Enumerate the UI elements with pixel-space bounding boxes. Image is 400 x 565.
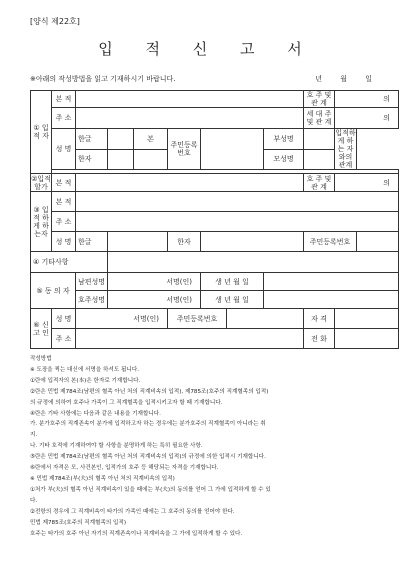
note-line: 호주는 타가의 호주 아닌 자기의 직계존속이나 직계비속을 그 가에 입적하게 할 수 있다. bbox=[30, 530, 243, 537]
head-relation-field[interactable]: 의 bbox=[335, 108, 399, 129]
note-line: ①처가 부(夫)의 혈족 아닌 직계비속이 있을 때에는 부(夫)의 동의를 얻어 그 가에 입적하게 할 수 있 bbox=[30, 486, 271, 493]
hoju-sign-field[interactable]: 서명(인) bbox=[108, 291, 201, 309]
bon-label: 본 bbox=[134, 129, 168, 150]
note-line: 민법 제785조(호주의 직계혈족의 입적) bbox=[30, 519, 127, 526]
birthdate-label-2: 생 년 월 일 bbox=[201, 291, 264, 309]
note-line: 작성방법 bbox=[30, 356, 52, 362]
hangeul-name-field[interactable] bbox=[108, 129, 134, 150]
hoju-name-label: 호주성명 bbox=[76, 291, 108, 309]
note-line: ②전항의 경우에 그 직계비속이 타가의 가족인 때에는 그 호주의 동의를 얻어야 한다. bbox=[30, 508, 235, 515]
ssn-label-6: 주민등록번호 bbox=[168, 309, 227, 329]
admitter-bonjeok-field[interactable] bbox=[76, 192, 399, 212]
husband-birthdate-field[interactable] bbox=[264, 273, 399, 291]
hoju-relation-label: 호 주 및 관 계 bbox=[304, 91, 335, 108]
note-line: ⑥란에서 자격은 모, 사건본인, 입적가의 호주 등 해당되는 자격을 기재합니다. bbox=[30, 465, 219, 472]
note-line: ①란에 입적자의 본(本)은 한자로 기재합니다. bbox=[30, 377, 141, 384]
reporter-address-field[interactable] bbox=[76, 329, 304, 349]
section-2-label: ②입적할가 bbox=[31, 174, 51, 191]
enterer-address-field[interactable] bbox=[76, 108, 304, 129]
note-line: ※ 민법 제784조(부(夫)의 혈족 아닌 처의 직계비속의 입적) bbox=[30, 475, 175, 482]
entry-report-table bbox=[30, 90, 399, 349]
hoju-relation-label-2: 호 주 및 관 계 bbox=[304, 174, 335, 192]
head-relation-label: 세 대 주 및 관 계 bbox=[304, 108, 335, 129]
bon-field[interactable] bbox=[134, 149, 168, 170]
admitter-ssn-field[interactable] bbox=[357, 232, 399, 252]
phone-label: 전 화 bbox=[304, 329, 335, 349]
phone-field[interactable] bbox=[335, 329, 399, 349]
enterer-bonjeok-field[interactable] bbox=[76, 91, 304, 108]
mother-name-field[interactable] bbox=[304, 149, 335, 170]
hoju-relation-field-2[interactable]: 의 bbox=[335, 174, 399, 192]
report-date[interactable]: 년 월 일 bbox=[315, 75, 372, 83]
ssn-label-3: 주민등록번호 bbox=[304, 232, 357, 252]
writing-instructions bbox=[30, 354, 382, 539]
enterer-ssn-field[interactable] bbox=[201, 129, 264, 170]
reporter-sign-field[interactable]: 서명(인) bbox=[76, 309, 168, 329]
juso-label-6: 주 소 bbox=[52, 329, 76, 349]
section-1-label: ① 입 적 자 bbox=[31, 91, 52, 174]
section-3-label: ③ 입 적 하 게 하는자 bbox=[31, 192, 52, 252]
form-number: [양식 제22호] bbox=[30, 17, 80, 26]
mother-name-label: 모성명 bbox=[264, 149, 304, 170]
father-name-field[interactable] bbox=[304, 129, 335, 150]
note-line: ②란은 민법 제784조(남편의 혈족 아닌 처의 직계비속의 입적), 제785조(호주의 직계혈족의 입적) bbox=[30, 388, 269, 395]
other-matters-field[interactable] bbox=[108, 252, 399, 273]
note-line: 나. 기타 호적에 기재하여야 할 사항을 분명하게 하는 특히 필요한 사항. bbox=[30, 443, 203, 450]
hanja-name-field[interactable] bbox=[108, 149, 134, 170]
name-label-6: 성 명 bbox=[52, 309, 76, 329]
note-line: ⑤란은 민법 제784조(남편의 혈족 아닌 처의 직계비속의 입적)의 규정에 의한 입적시 기재합니다. bbox=[30, 454, 266, 461]
instruction-notice: ※아래의 작성방법을 읽고 기재하시기 바랍니다. bbox=[30, 75, 176, 83]
bonjeok-label-3: 본 적 bbox=[52, 192, 76, 212]
father-name-label: 부성명 bbox=[264, 129, 304, 150]
husband-name-label: 남편성명 bbox=[76, 273, 108, 291]
hanja-label-3: 한자 bbox=[168, 232, 201, 252]
qualification-field[interactable] bbox=[335, 309, 399, 329]
husband-sign-field[interactable]: 서명(인) bbox=[108, 273, 201, 291]
relation-label: 입적하게 하는 자 와의 관계 bbox=[335, 129, 356, 169]
bonjeok-label: 본 적 bbox=[52, 91, 76, 108]
reporter-ssn-field[interactable] bbox=[227, 309, 304, 329]
ssn-label: 주민등록번호 bbox=[168, 129, 201, 170]
hangeul-label-3: 한글 bbox=[76, 232, 108, 252]
qualification-label: 자 격 bbox=[304, 309, 335, 329]
juso-label-3: 주 소 bbox=[52, 212, 76, 232]
name-label-3: 성 명 bbox=[52, 232, 76, 252]
admitter-hanja-field[interactable] bbox=[201, 232, 304, 252]
hoju-birthdate-field[interactable] bbox=[264, 291, 399, 309]
hangeul-label: 한글 bbox=[76, 129, 108, 150]
note-line: 지. bbox=[30, 432, 38, 439]
name-label: 성 명 bbox=[52, 129, 76, 170]
note-line: ④란은 기타 사항에는 다음과 같은 내용을 기재합니다. bbox=[30, 410, 161, 417]
household-bonjeok-field[interactable] bbox=[76, 174, 304, 192]
note-line: 가. 분가호주의 직계존속이 분가에 입적하고자 하는 경우에는 분가호주의 직계혈족이 아니라는 취 bbox=[30, 421, 266, 428]
admitter-address-field[interactable] bbox=[76, 212, 399, 232]
hanja-label: 한자 bbox=[76, 149, 108, 170]
bonjeok-label-2: 본 적 bbox=[52, 174, 76, 192]
note-line: 다. bbox=[30, 497, 38, 504]
form-title: 입 적 신 고 서 bbox=[98, 40, 316, 58]
juso-label: 주 소 bbox=[52, 108, 76, 129]
note-line: ※ 도장을 찍는 대신에 서명을 하셔도 됩니다. bbox=[30, 366, 139, 373]
admitter-hangeul-field[interactable] bbox=[108, 232, 168, 252]
hoju-relation-field[interactable]: 의 bbox=[335, 91, 399, 108]
birthdate-label: 생 년 월 일 bbox=[201, 273, 264, 291]
section-5-label: ⑤ 동 의 자 bbox=[31, 273, 76, 309]
section-6-label: ⑥ 신 고 인 bbox=[31, 309, 52, 349]
section-4-label: ④ 기타사항 bbox=[31, 252, 108, 273]
note-line: 의 규정에 의하여 호주나 가족이 그 직계혈족을 입적시키고자 할 때 기재합니다. bbox=[30, 399, 223, 406]
